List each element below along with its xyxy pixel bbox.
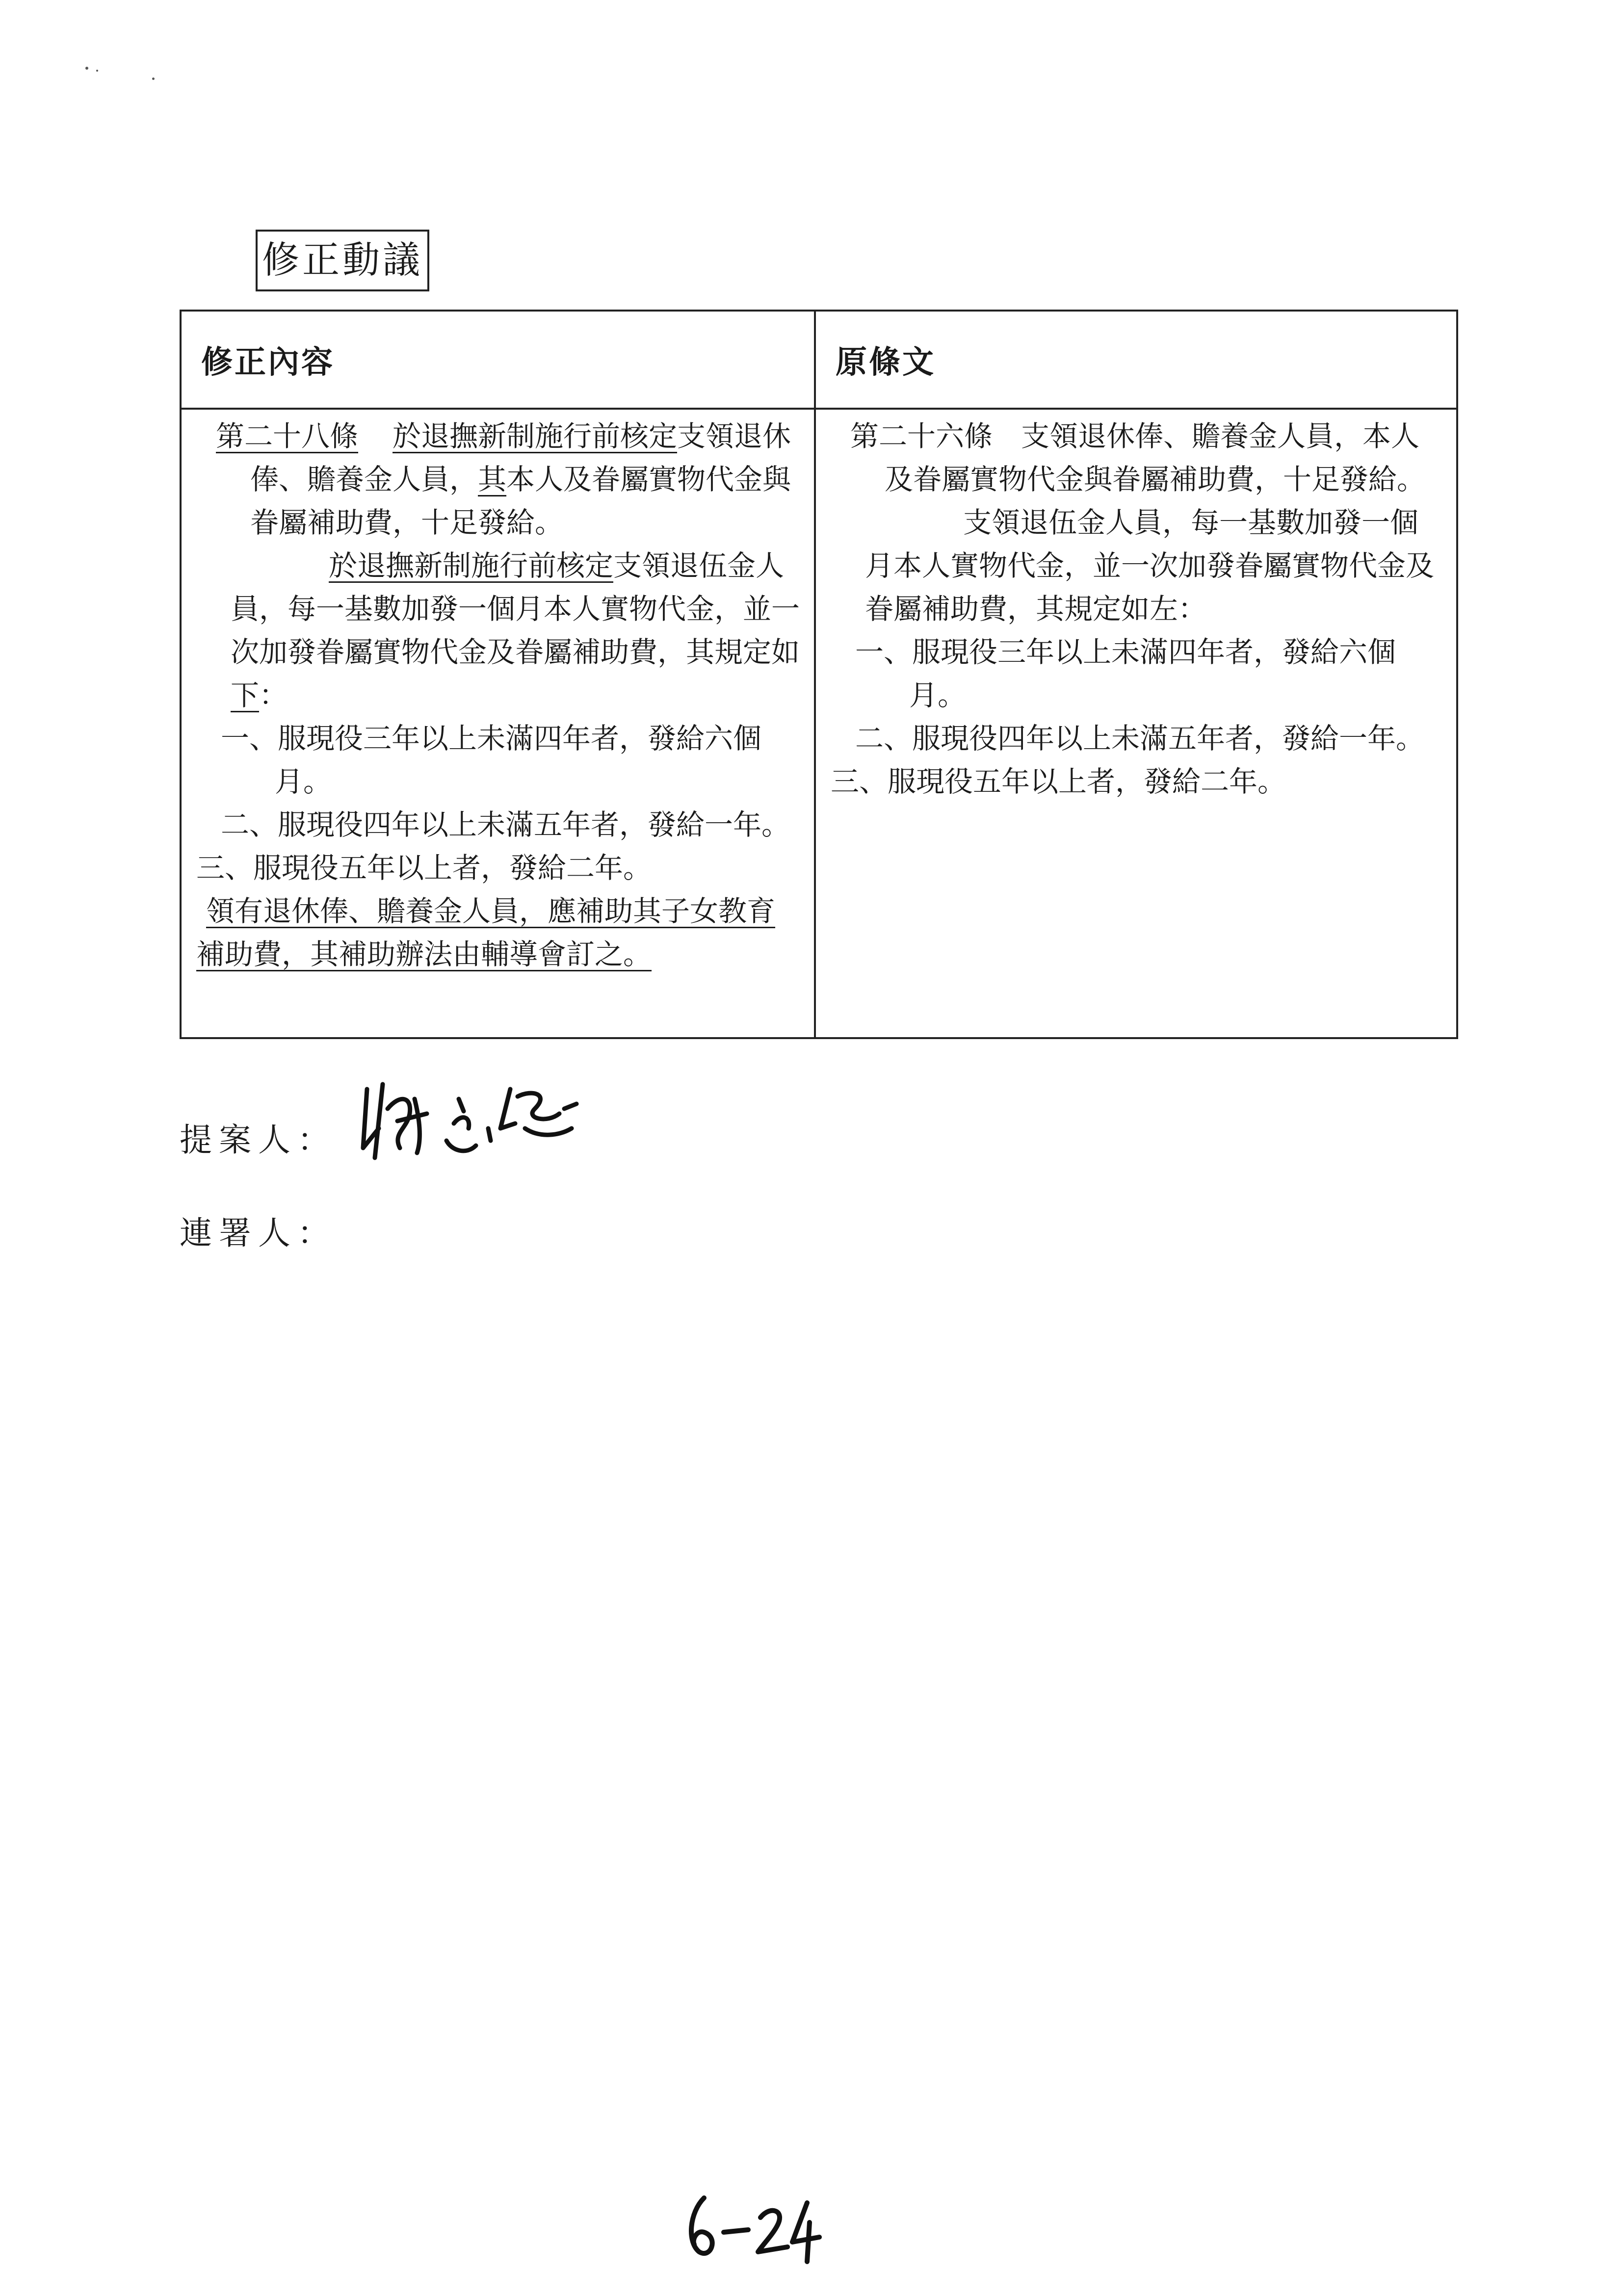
table-header-row [181,311,1457,409]
amended-paragraph-1 [196,415,802,544]
scan-speck [85,67,88,70]
list-item: 二、服現役四年以上未滿五年者，發給一年。 [221,808,790,841]
paragraph-text: 支領退休俸、贍養金人員， [250,419,791,496]
header-original-text: 原條文 [815,311,1457,409]
amended-paragraph-3 [196,889,802,976]
proposer-label: 提案人： [180,1121,337,1159]
list-item: 一、服現役三年以上未滿四年者，發給六個月。 [221,722,762,798]
original-paragraph-2: 支領退伍金人員，每一基數加發一個月本人實物代金，並一次加發眷屬實物代金及眷屬補助費，其規定如左： [865,506,1435,626]
header-amended-content: 修正內容 [181,311,815,409]
article-number: 第二十八條 [216,419,359,453]
motion-label: 修正動議 [256,230,429,291]
paragraph-text: 支領退伍金人員，每一基數加發一個月本人實物代金，並一次加發眷屬實物代金及眷屬補助費，其規定如 [231,549,800,669]
cosigner-label: 連署人： [180,1214,337,1252]
scan-speck [152,78,155,80]
amended-column [181,409,815,1038]
amended-paragraph-2 [196,544,802,717]
list-item: 三、服現役五年以上者，發給二年。 [831,765,1286,798]
amended-phrase: 領有退休俸、贍養金人員，應補助其子女教育補助費，其補助辦法由輔導會訂之。 [196,894,776,971]
amended-phrase: 於退撫新制施行前核定 [393,419,678,453]
handwritten-signature [353,1055,608,1182]
amended-phrase: 於退撫新制施行前核定 [329,549,614,582]
handwritten-page-number [677,2183,824,2271]
original-paragraph-1: 第二十六條 支領退休俸、贍養金人員，本人及眷屬實物代金與眷屬補助費，十足發給。 [850,419,1426,496]
amended-phrase: 下 [231,678,260,712]
amended-phrase: 其 [478,463,507,496]
paragraph-text: 本人及眷屬實物代金與眷屬補助費，十足發給。 [250,463,791,539]
list-item: 二、服現役四年以上未滿五年者，發給一年。 [855,722,1425,755]
list-item: 一、服現役三年以上未滿四年者，發給六個月。 [855,635,1396,712]
table-body-row [181,409,1457,1038]
scan-speck [96,70,98,72]
paragraph-text: ： [259,678,288,712]
original-column [815,409,1457,1038]
amendment-table [180,310,1458,1039]
list-item: 三、服現役五年以上者，發給二年。 [196,851,652,885]
